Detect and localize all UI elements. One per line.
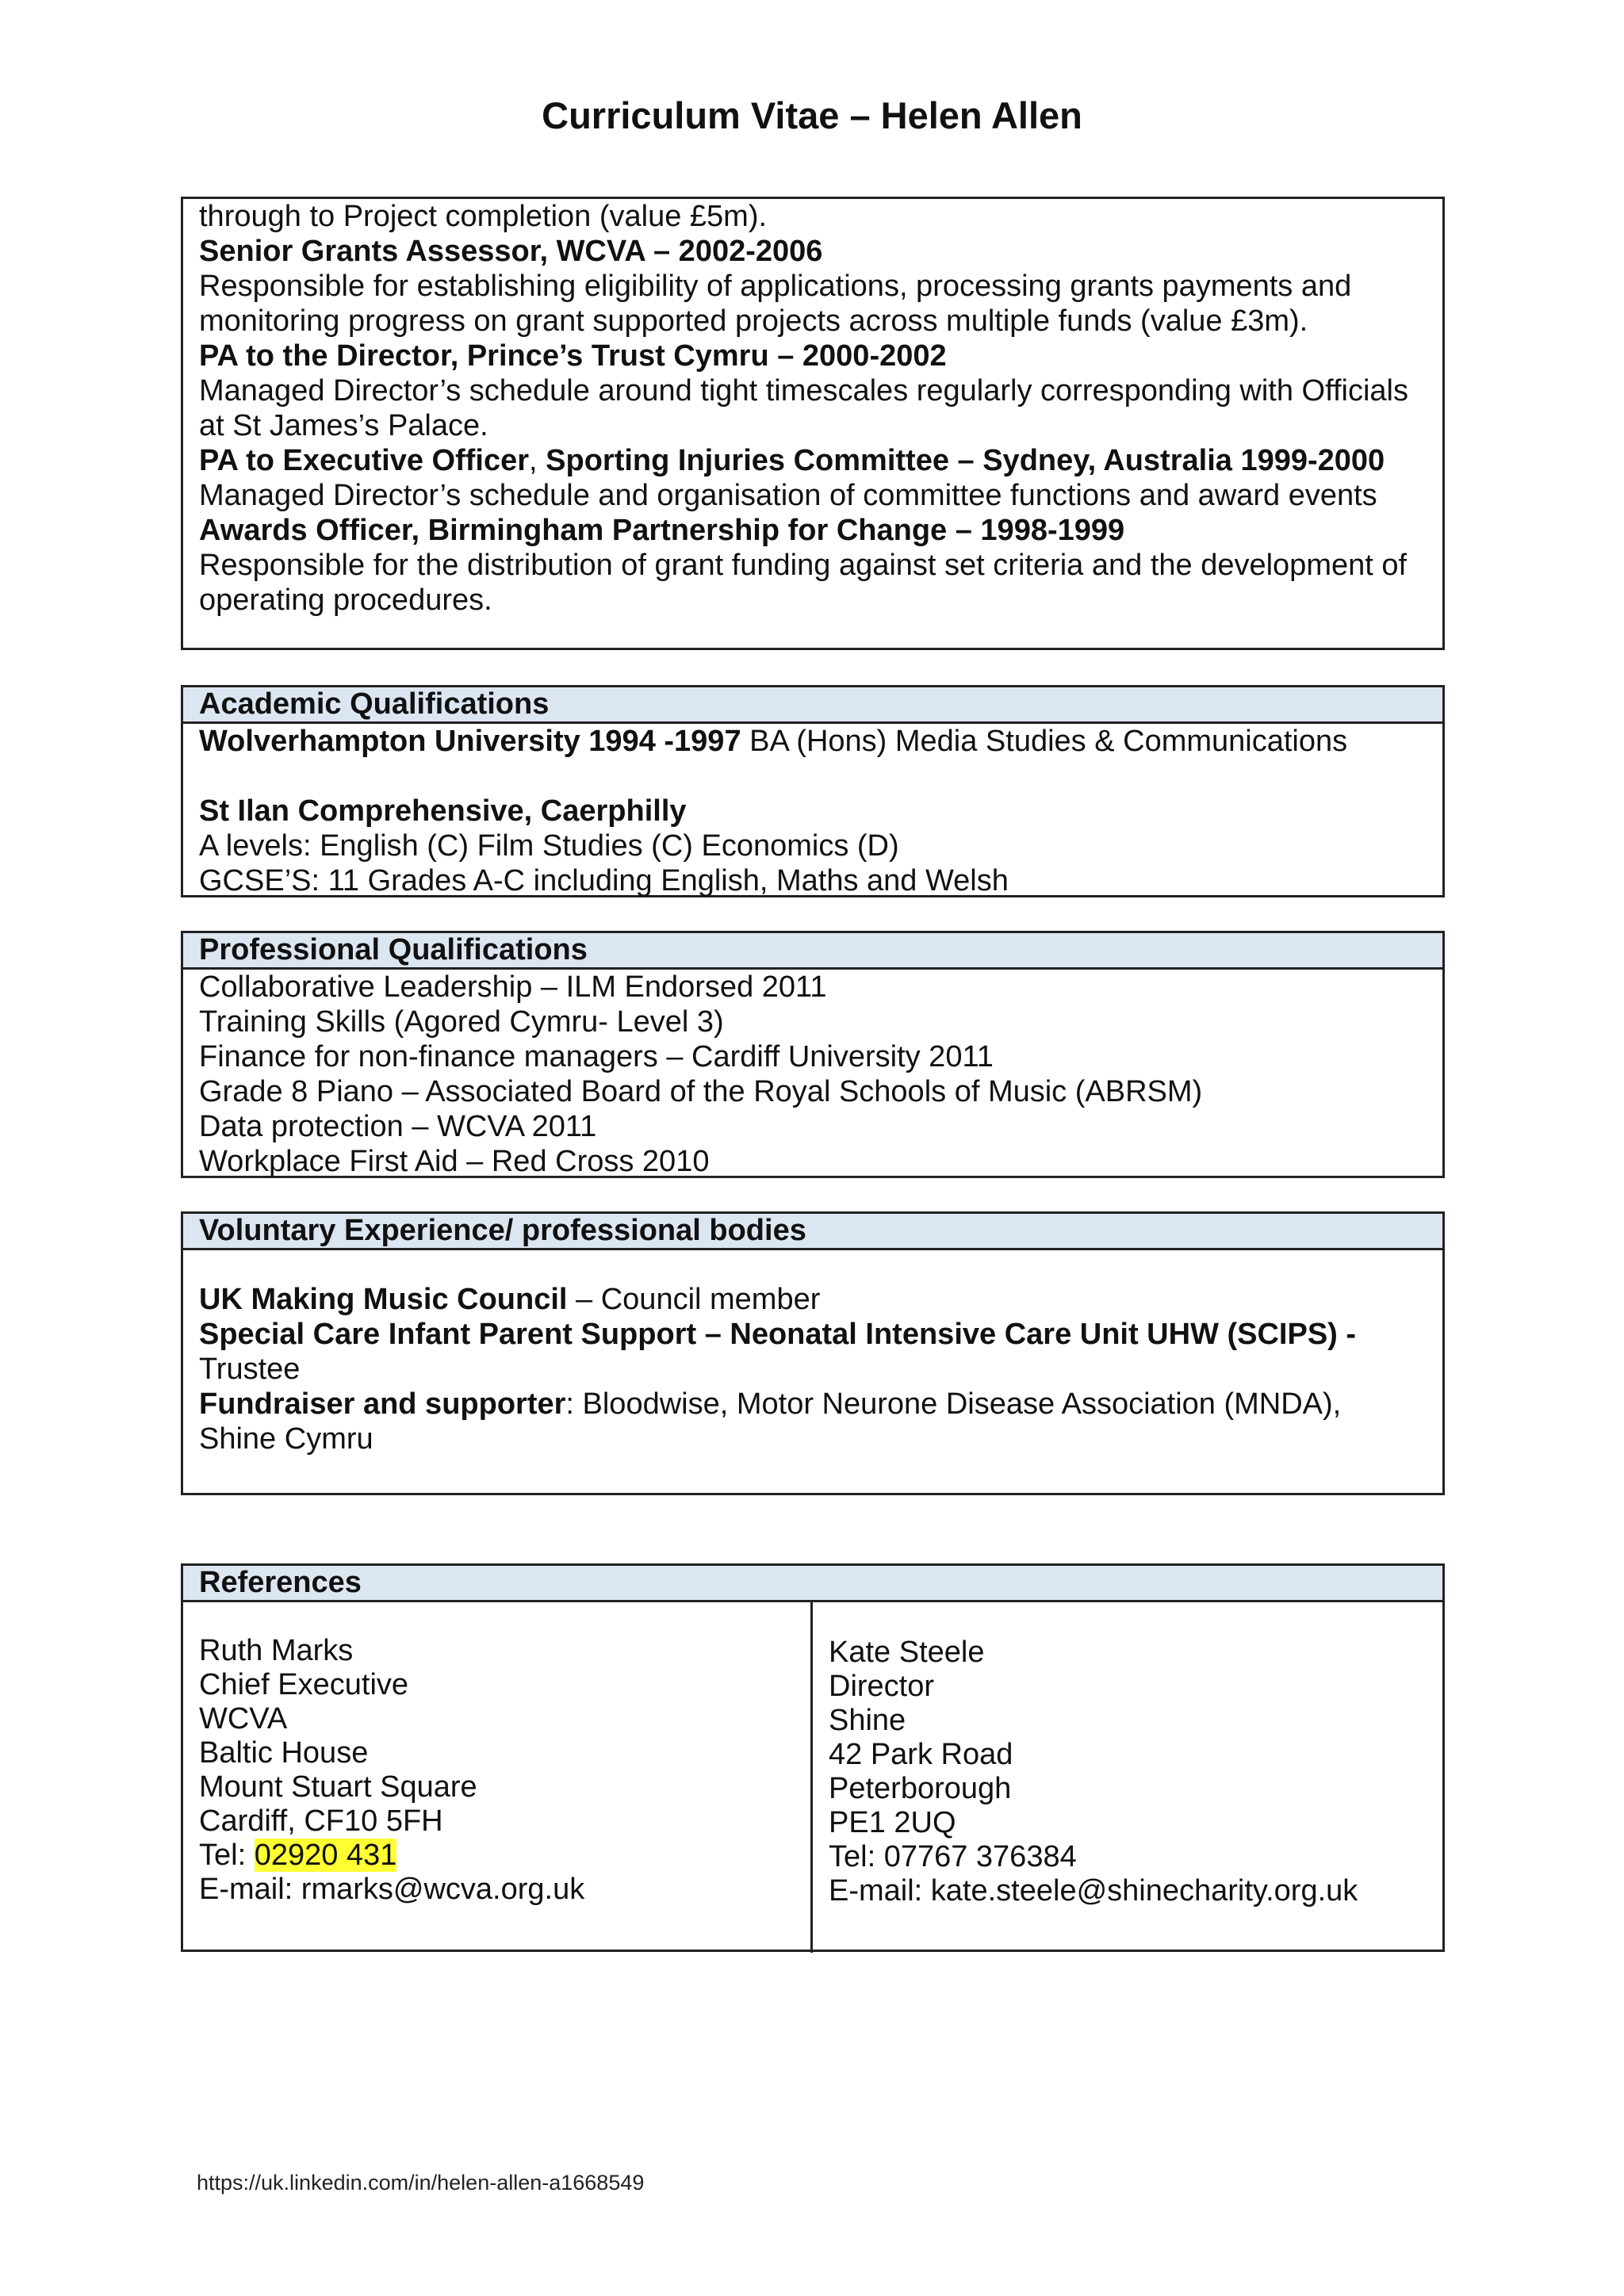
job-title-part: PA to Executive Officer: [199, 444, 530, 477]
experience-continuation: through to Project completion (value £5m).: [199, 200, 768, 233]
reference-address: 42 Park Road: [829, 1738, 1013, 1771]
job-title-part: Sporting Injuries Committee – Sydney, Australia 1999-2000: [546, 444, 1385, 477]
reference-address: Baltic House: [199, 1736, 369, 1770]
voluntary-org: UK Making Music Council: [199, 1283, 568, 1316]
academic-qualifications-section: [181, 685, 1445, 897]
voluntary-role: : Bloodwise, Motor Neurone Disease Association (MNDA),: [565, 1387, 1342, 1421]
reference-address: PE1 2UQ: [829, 1806, 956, 1839]
a-levels: A levels: English (C) Film Studies (C) Economics (D): [199, 829, 899, 863]
section-header: Professional Qualifications: [183, 933, 1442, 970]
job-description: at St James’s Palace.: [199, 409, 488, 442]
voluntary-role: – Council member: [567, 1283, 821, 1316]
list-item: Data protection – WCVA 2011: [199, 1110, 597, 1143]
reference-org: WCVA: [199, 1702, 288, 1735]
voluntary-item: [199, 1282, 1427, 1317]
tel-label: Tel:: [199, 1839, 255, 1872]
reference-role: Director: [829, 1670, 935, 1703]
job-description: monitoring progress on grant supported projects across multiple funds (value £3m).: [199, 304, 1308, 338]
voluntary-role: Trustee: [199, 1353, 301, 1386]
reference-role: Chief Executive: [199, 1668, 409, 1701]
reference-name: Ruth Marks: [199, 1634, 354, 1667]
reference-name: Kate Steele: [829, 1636, 985, 1669]
job-description: Responsible for establishing eligibility of applications, processing grants payments and: [199, 270, 1352, 303]
job-title-senior-grants-assessor: Senior Grants Assessor, WCVA – 2002-2006: [199, 235, 823, 268]
references-section: [181, 1563, 1445, 1952]
reference-address: Mount Stuart Square: [199, 1770, 477, 1804]
section-header: Voluntary Experience/ professional bodies: [183, 1214, 1442, 1250]
job-title-pa-sporting-injuries: [199, 443, 1427, 478]
reference-ruth-marks: [183, 1602, 813, 1953]
university-line: [199, 724, 1427, 759]
job-description: operating procedures.: [199, 584, 492, 617]
job-title-separator: ,: [529, 444, 546, 477]
reference-tel: [199, 1839, 795, 1873]
degree: BA (Hons) Media Studies & Communications: [741, 725, 1348, 758]
job-description: Managed Director’s schedule around tight timescales regularly corresponding with Officials: [199, 374, 1408, 408]
university-name: Wolverhampton University 1994 -1997: [199, 725, 741, 758]
job-title-pa-princes-trust: PA to the Director, Prince’s Trust Cymru – 2000-2002: [199, 339, 947, 373]
reference-email: E-mail: rmarks@wcva.org.uk: [199, 1873, 585, 1906]
job-description: Managed Director’s schedule and organisation of committee functions and award events: [199, 479, 1377, 512]
job-description: Responsible for the distribution of grant funding against set criteria and the development of: [199, 549, 1408, 582]
voluntary-org: Special Care Infant Parent Support – Neonatal Intensive Care Unit UHW (SCIPS) -: [199, 1318, 1357, 1351]
voluntary-item: [199, 1387, 1427, 1422]
section-header: Academic Qualifications: [183, 687, 1442, 724]
reference-org: Shine: [829, 1704, 906, 1737]
section-header: References: [183, 1566, 1442, 1602]
professional-qualifications-section: [181, 931, 1445, 1178]
list-item: Workplace First Aid – Red Cross 2010: [199, 1145, 710, 1178]
reference-address: Peterborough: [829, 1772, 1012, 1805]
list-item: Grade 8 Piano – Associated Board of the Royal Schools of Music (ABRSM): [199, 1075, 1203, 1108]
page-title: Curriculum Vitae – Helen Allen: [542, 94, 1082, 136]
voluntary-role: Shine Cymru: [199, 1422, 373, 1456]
list-item: Collaborative Leadership – ILM Endorsed 2011: [199, 970, 827, 1004]
voluntary-experience-section: [181, 1211, 1445, 1495]
list-item: Training Skills (Agored Cymru- Level 3): [199, 1005, 724, 1039]
gcse: GCSE’S: 11 Grades A-C including English, Maths and Welsh: [199, 864, 1009, 897]
footer-url: https://uk.linkedin.com/in/helen-allen-a1668549: [197, 2171, 645, 2195]
reference-tel: Tel: 07767 376384: [829, 1840, 1077, 1873]
experience-section: [181, 197, 1445, 650]
school-name: St Ilan Comprehensive, Caerphilly: [199, 794, 687, 828]
list-item: Finance for non-finance managers – Cardiff University 2011: [199, 1040, 994, 1073]
reference-address: Cardiff, CF10 5FH: [199, 1804, 443, 1838]
reference-kate-steele: [813, 1602, 1442, 1953]
voluntary-org: Fundraiser and supporter: [199, 1387, 566, 1421]
tel-number-highlighted: 02920 431: [254, 1839, 397, 1872]
job-title-awards-officer: Awards Officer, Birmingham Partnership for Change – 1998-1999: [199, 514, 1125, 547]
reference-email: E-mail: kate.steele@shinecharity.org.uk: [829, 1874, 1358, 1908]
